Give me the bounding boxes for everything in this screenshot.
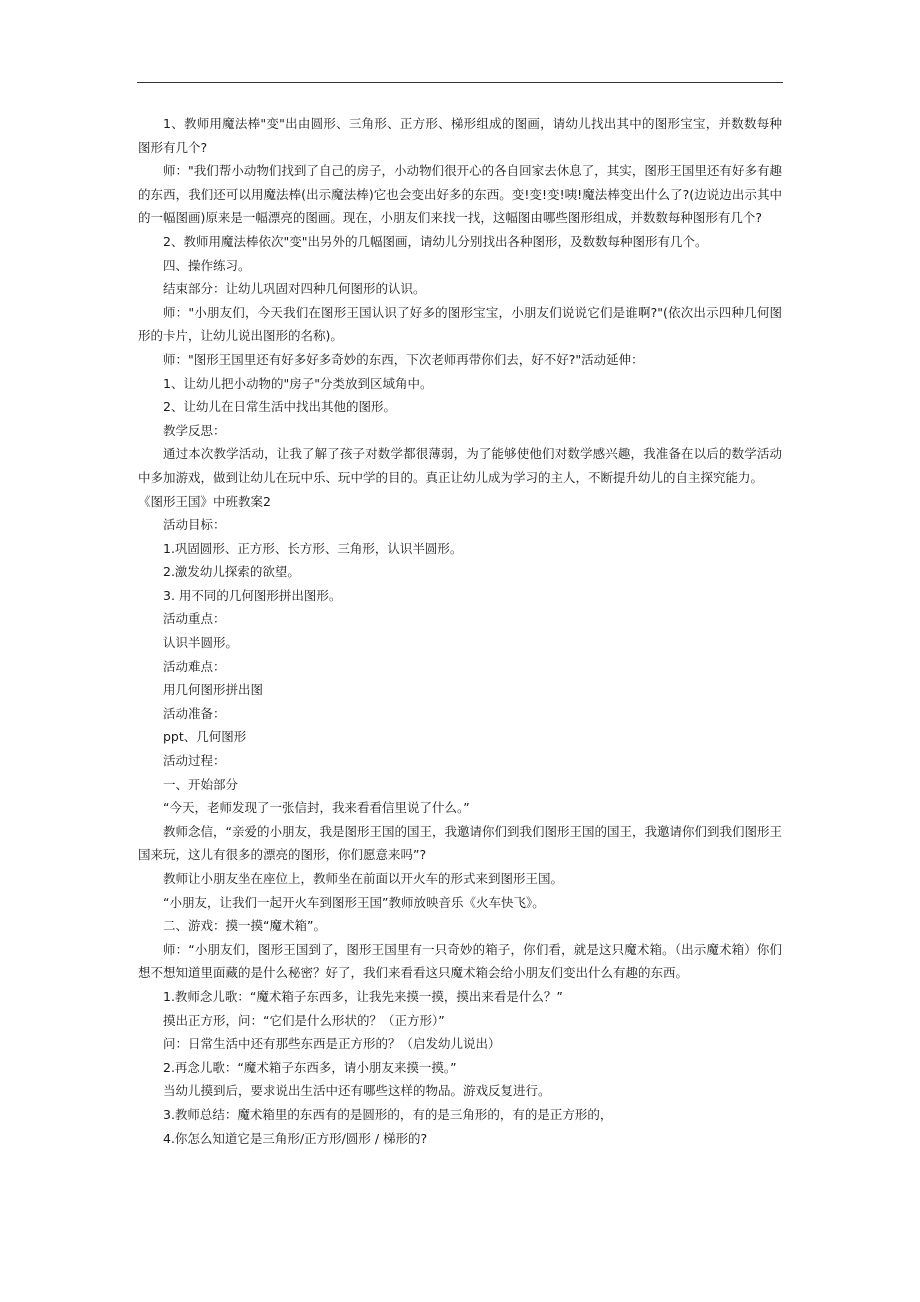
list-item: 1.教师念儿歌：“魔术箱子东西多，让我先来摸一摸，摸出来看是什么？” — [163, 988, 563, 1004]
paragraph: 用几何图形拼出图 — [163, 682, 264, 698]
list-item: 3. 用不同的几何图形拼出图形。 — [163, 587, 342, 603]
section-heading: 活动准备： — [163, 705, 226, 721]
paragraph: 摸出正方形，问：“它们是什么形状的？（正方形）” — [163, 1012, 445, 1028]
list-item: 2、让幼儿在日常生活中找出其他的图形。 — [163, 399, 396, 415]
section-heading: 二、游戏：摸一摸“魔术箱”。 — [163, 918, 326, 934]
paragraph: 教师让小朋友坐在座位上，教师坐在前面以开火车的形式来到图形王国。 — [163, 871, 564, 886]
paragraph: 结束部分：让幼儿巩固对四种几何图形的认识。 — [163, 281, 426, 297]
paragraph: 教师念信，“亲爱的小朋友，我是图形王国的国王，我邀请你们到我们图形王国的国王，我邀请你们到我们图形王国来玩，这儿有很多的漂亮的图形，你们愿意来吗”? — [138, 823, 782, 863]
list-item: 1.巩固圆形、正方形、长方形、三角形，认识半圆形。 — [163, 540, 463, 556]
list-item: 4.你怎么知道它是三角形/正方形/圆形 / 梯形的? — [163, 1130, 428, 1146]
list-item: 3.教师总结：魔术箱里的东西有的是圆形的，有的是三角形的，有的是正方形的， — [163, 1106, 613, 1122]
list-item: 2.再念儿歌：“魔术箱子东西多，请小朋友来摸一摸。” — [163, 1059, 457, 1075]
section-heading: 活动目标： — [163, 517, 226, 533]
paragraph: ppt、几何图形 — [163, 729, 247, 745]
paragraph: 当幼儿摸到后，要求说出生活中还有哪些这样的物品。游戏反复进行。 — [163, 1083, 551, 1099]
paragraph: 师："图形王国里还有好多好多奇妙的东西，下次老师再带你们去，好不好?"活动延伸： — [163, 351, 644, 367]
section-heading: 活动重点： — [163, 611, 226, 627]
list-item: 1、让幼儿把小动物的"房子"分类放到区域角中。 — [163, 375, 433, 391]
section-heading: 四、操作练习。 — [163, 257, 251, 273]
paragraph: 1、教师用魔法棒"变"出由圆形、三角形、正方形、梯形组成的图画，请幼儿找出其中的图形宝宝，并数数每种图形有几个? — [138, 116, 782, 155]
paragraph: “小朋友，让我们一起开火车到图形王国”教师放映音乐《火车快飞》。 — [163, 894, 545, 910]
paragraph: 2、教师用魔法棒依次"变"出另外的几幅图画，请幼儿分别找出各种图形，及数数每种图形有几个。 — [163, 233, 708, 249]
section-heading: 教学反思： — [163, 422, 226, 438]
paragraph: “今天，老师发现了一张信封，我来看看信里说了什么。” — [163, 800, 470, 816]
header-rule — [137, 82, 783, 83]
paragraph: 师：“小朋友们，图形王国到了，图形王国里有一只奇妙的箱子，你们看，就是这只魔术箱。（出示魔术箱）你们想不想知道里面藏的是什么秘密？好了，我们来看看这只魔术箱会给小朋友们变出什么有趣的东西。 — [138, 941, 782, 981]
paragraph: 师："小朋友们，今天我们在图形王国认识了好多的图形宝宝，小朋友们说说它们是谁啊?"(依次出示四种几何图形的卡片，让幼儿说出图形的名称)。 — [138, 304, 782, 344]
paragraph: 师："我们帮小动物们找到了自己的房子，小动物们很开心的各自回家去休息了，其实，图形王国里还有好多有趣的东西，我们还可以用魔法棒(出示魔法棒)它也会变出好多的东西。变!变!变!咦!魔法棒变出什么了?(边说边出示其中的一幅图画)原来是一幅漂亮的图画。现在，小朋友们来找一找，这幅图由哪些图形组成，并数数每种图形有几个? — [138, 163, 782, 226]
section-heading: 活动难点： — [163, 658, 226, 674]
paragraph: 问：日常生活中还有那些东西是正方形的？（启发幼儿说出） — [163, 1036, 501, 1052]
section-heading: 一、开始部分 — [163, 776, 239, 792]
list-item: 2.激发幼儿探索的欲望。 — [163, 564, 300, 580]
document-body — [138, 112, 782, 1150]
document-title: 《图形王国》中班教案2 — [138, 493, 271, 509]
paragraph: 认识半圆形。 — [163, 635, 239, 651]
section-heading: 活动过程： — [163, 753, 226, 769]
paragraph: 通过本次教学活动，让我了解了孩子对数学都很薄弱，为了能够使他们对数学感兴趣，我准备在以后的数学活动中多加游戏，做到让幼儿在玩中乐、玩中学的目的。真正让幼儿成为学习的主人，不断提升幼儿的自主探究能力。 — [138, 446, 782, 485]
